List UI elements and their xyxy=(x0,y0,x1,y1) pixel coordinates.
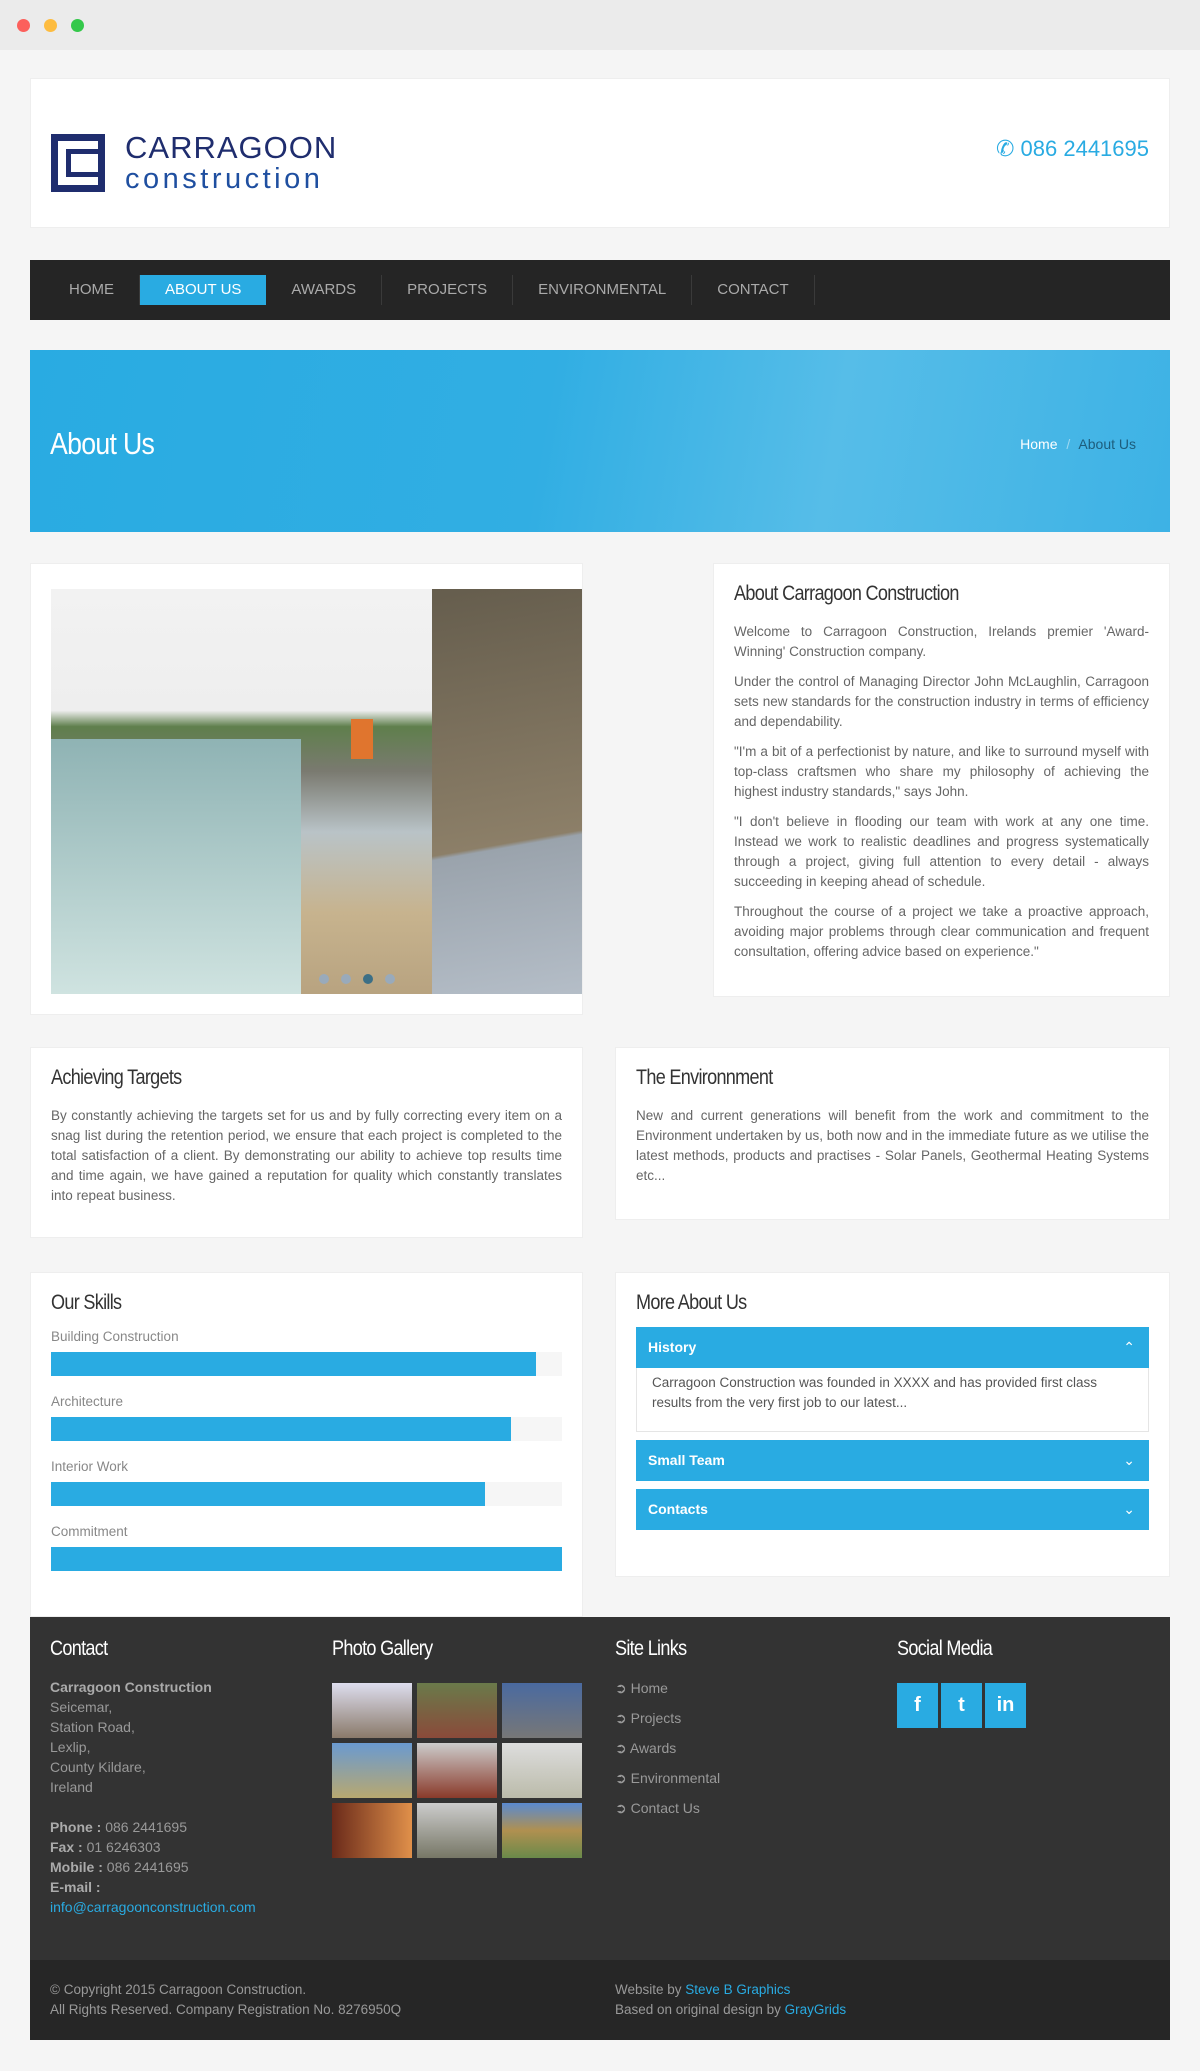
site-header xyxy=(30,78,1170,228)
chevron-up-icon: ⌃ xyxy=(1123,1339,1135,1355)
logo-line1: CARRAGOON xyxy=(125,130,338,165)
footer-link[interactable]: ➲ Contact Us xyxy=(615,1800,700,1816)
gallery-thumb[interactable] xyxy=(502,1683,582,1738)
about-paragraph: Welcome to Carragoon Construction, Irelands premier 'Award-Winning' Construction company. xyxy=(734,624,1149,659)
targets-card xyxy=(30,1047,583,1238)
more-title: More About Us xyxy=(636,1291,747,1314)
footer-link[interactable]: ➲ Environmental xyxy=(615,1770,721,1786)
skill-bar xyxy=(51,1352,562,1376)
nav-contact[interactable]: CONTACT xyxy=(692,275,814,305)
image-slider-card xyxy=(30,563,583,1015)
about-paragraph: "I don't believe in flooding our team with work at any one time. Instead we work to realistic deadlines and progress systematically through a project, giving full attention to every detail - always succeeding in keeping ahead of schedule. xyxy=(734,814,1149,889)
main-nav xyxy=(30,260,1170,320)
chevron-down-icon: ⌄ xyxy=(1123,1501,1135,1517)
logo-mark-icon xyxy=(51,134,105,192)
about-paragraph: Throughout the course of a project we take a proactive approach, avoiding major problems through clear communication and frequent consultation, offering advice based on experience." xyxy=(734,904,1149,959)
gallery-thumb[interactable] xyxy=(332,1683,412,1738)
logo-line2: construction xyxy=(125,163,324,195)
accordion-small-team[interactable]: Small Team ⌄ xyxy=(636,1440,1149,1481)
page-title: About Us xyxy=(50,426,155,461)
environment-text: New and current generations will benefit from the work and commitment to the Environment undertaken by us, both now and in the immediate future as we utilise the latest methods, products and practises - Solar Panels, Geothermal Heating Systems etc... xyxy=(636,1108,1149,1183)
footer-contact: Contact Carragoon Construction Seicemar, Station Road, Lexlip, County Kildare, Ireland Phone : 086 2441695 Fax : 01 6246303 Mobile : 086 2441695 E-mail : info@carragoonconstruction.com xyxy=(50,1637,256,1915)
address-line: Lexlip, xyxy=(50,1739,91,1755)
address-line: County Kildare, xyxy=(50,1759,146,1775)
accordion-history-body: Carragoon Construction was founded in XXXX and has provided first class results from the very first job to our latest... xyxy=(636,1368,1149,1432)
slider-dots xyxy=(51,974,583,984)
targets-title: Achieving Targets xyxy=(51,1066,182,1089)
page-banner xyxy=(30,350,1170,532)
skill-bar xyxy=(51,1482,562,1506)
gallery-thumb[interactable] xyxy=(417,1743,497,1798)
slider-dot[interactable] xyxy=(319,974,329,984)
rights: All Rights Reserved. Company Registration No. 8276950Q xyxy=(50,2002,402,2017)
slider-dot-active[interactable] xyxy=(363,974,373,984)
footer-link[interactable]: ➲ Home xyxy=(615,1680,668,1696)
logo[interactable] xyxy=(51,132,337,194)
email-link[interactable]: info@carragoonconstruction.com xyxy=(50,1899,256,1915)
environment-card xyxy=(615,1047,1170,1220)
chevron-down-icon: ⌄ xyxy=(1123,1452,1135,1468)
nav-environmental[interactable]: ENVIRONMENTAL xyxy=(513,275,692,305)
minimize-window-icon[interactable] xyxy=(44,19,57,32)
environment-title: The Environnment xyxy=(636,1066,773,1089)
chevron-circle-right-icon: ➲ xyxy=(615,1740,627,1756)
skill-bar-fill xyxy=(51,1352,536,1376)
chevron-circle-right-icon: ➲ xyxy=(615,1800,627,1816)
facebook-icon[interactable]: f xyxy=(897,1683,938,1728)
footer-social: Social Media f t in xyxy=(897,1637,1029,1728)
nav-home[interactable]: HOME xyxy=(44,275,140,305)
nav-awards[interactable]: AWARDS xyxy=(266,275,382,305)
gallery-thumb[interactable] xyxy=(332,1803,412,1858)
close-window-icon[interactable] xyxy=(17,19,30,32)
skills-title: Our Skills xyxy=(51,1291,122,1314)
gallery-thumb[interactable] xyxy=(417,1803,497,1858)
address-line: Ireland xyxy=(50,1779,93,1795)
footer-gallery: Photo Gallery xyxy=(332,1637,582,1858)
accordion-history[interactable]: History ⌃ xyxy=(636,1327,1149,1368)
copyright: © Copyright 2015 Carragoon Construction. xyxy=(50,1982,307,1997)
footer-link[interactable]: ➲ Projects xyxy=(615,1710,682,1726)
phone-icon: ✆ xyxy=(995,136,1015,161)
header-phone[interactable]: ✆ 086 2441695 xyxy=(995,136,1149,161)
skill-label: Interior Work xyxy=(51,1459,129,1474)
about-title: About Carragoon Construction xyxy=(734,582,959,605)
skill-label: Architecture xyxy=(51,1394,124,1409)
footer-site-links: Site Links ➲ Home ➲ Projects ➲ Awards ➲ Environmental ➲ Contact Us xyxy=(615,1637,720,1823)
slider-dot[interactable] xyxy=(341,974,351,984)
chevron-circle-right-icon: ➲ xyxy=(615,1770,627,1786)
accordion-contacts[interactable]: Contacts ⌄ xyxy=(636,1489,1149,1530)
breadcrumb-current: About Us xyxy=(1078,436,1136,452)
chevron-circle-right-icon: ➲ xyxy=(615,1710,627,1726)
breadcrumb: Home / About Us xyxy=(1020,436,1136,452)
gallery-thumb[interactable] xyxy=(332,1743,412,1798)
gallery-thumb[interactable] xyxy=(502,1803,582,1858)
browser-titlebar xyxy=(0,0,1200,50)
more-about-card xyxy=(615,1272,1170,1577)
about-card xyxy=(713,563,1170,997)
breadcrumb-home[interactable]: Home xyxy=(1020,436,1058,452)
linkedin-icon[interactable]: in xyxy=(985,1683,1026,1728)
skill-label: Commitment xyxy=(51,1524,128,1539)
footer xyxy=(30,1617,1170,1960)
footer-bottom: © Copyright 2015 Carragoon Construction. All Rights Reserved. Company Registration No. 8276950Q Website by Steve B Graphics Based on original design by GrayGrids xyxy=(30,1960,1170,2040)
skill-bar-fill xyxy=(51,1417,511,1441)
slider-dot[interactable] xyxy=(385,974,395,984)
nav-about-us[interactable]: ABOUT US xyxy=(140,275,266,305)
skill-bar-fill xyxy=(51,1482,485,1506)
about-paragraph: "I'm a bit of a perfectionist by nature, and like to surround myself with top-class craftsmen who share my philosophy of achieving the highest industry standards," says John. xyxy=(734,744,1149,799)
skills-card xyxy=(30,1272,583,1617)
graygrids-link[interactable]: GrayGrids xyxy=(784,2002,847,2017)
skill-bar xyxy=(51,1547,562,1571)
skill-bar xyxy=(51,1417,562,1441)
twitter-icon[interactable]: t xyxy=(941,1683,982,1728)
skill-label: Building Construction xyxy=(51,1329,179,1344)
targets-text: By constantly achieving the targets set for us and by fully correcting every item on a snag list during the retention period, we ensure that each project is completed to the total satisfaction of a client. By demonstrating our ability to achieve top results time and time again, we have gained a reputation for quality which constantly translates into repeat business. xyxy=(51,1108,562,1203)
address-line: Seicemar, xyxy=(50,1699,113,1715)
about-paragraph: Under the control of Managing Director John McLaughlin, Carragoon sets new standards for the construction industry in terms of efficiency and dependability. xyxy=(734,674,1149,729)
gallery-thumb[interactable] xyxy=(417,1683,497,1738)
footer-link[interactable]: ➲ Awards xyxy=(615,1740,677,1756)
steve-b-link[interactable]: Steve B Graphics xyxy=(685,1982,791,1997)
maximize-window-icon[interactable] xyxy=(71,19,84,32)
nav-projects[interactable]: PROJECTS xyxy=(382,275,513,305)
address-line: Station Road, xyxy=(50,1719,135,1735)
skill-bar-fill xyxy=(51,1547,562,1571)
gallery-thumb[interactable] xyxy=(502,1743,582,1798)
chevron-circle-right-icon: ➲ xyxy=(615,1680,627,1696)
slider-image[interactable] xyxy=(51,589,583,994)
